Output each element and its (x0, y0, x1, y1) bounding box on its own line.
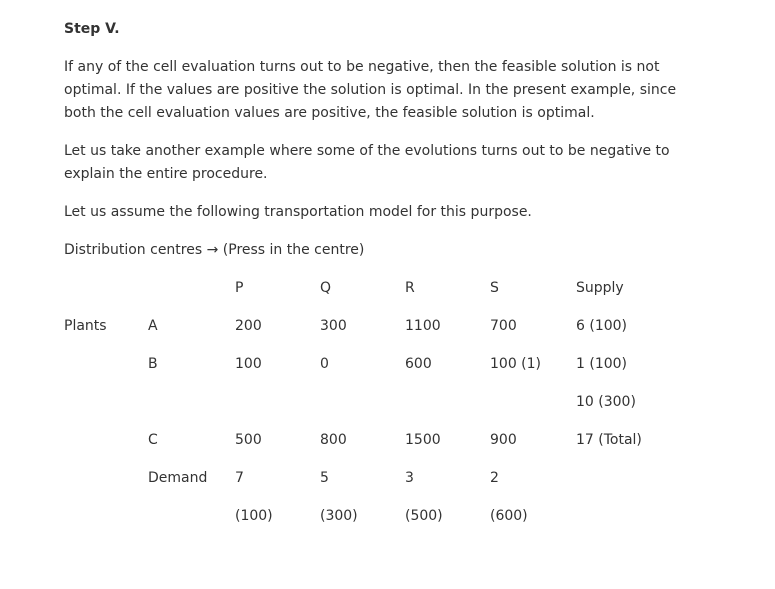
column-header-s: S (490, 280, 499, 296)
column-header-r: R (405, 280, 415, 296)
cell-c-p: 500 (235, 432, 262, 448)
paragraph-another-example: Let us take another example where some of the evolutions turns out to be negative to explain the entire procedure. (64, 143, 670, 182)
demand-r: 3 (405, 470, 414, 486)
demand-cost-p: (100) (235, 508, 273, 524)
cell-a-supply: 6 (100) (576, 318, 628, 334)
cell-c-q: 800 (320, 432, 347, 448)
demand-label: Demand (148, 470, 208, 486)
column-header-supply: Supply (576, 280, 624, 296)
paragraph-distribution-centres: Distribution centres → (Press in the centre) (64, 242, 365, 258)
cell-a-p: 200 (235, 318, 262, 334)
cell-a-s: 700 (490, 318, 517, 334)
cell-a-r: 1100 (405, 318, 441, 334)
row-label-b: B (148, 356, 158, 372)
paragraph-optimality: If any of the cell evaluation turns out to be negative, then the feasible solution is not optimal. If the values are positive the solution is optimal. In the present example, since both the cell evaluation values are positive, the feasible solution is optimal. (64, 59, 677, 121)
cell-a-q: 300 (320, 318, 347, 334)
row-label-c: C (148, 432, 158, 448)
plants-label: Plants (64, 318, 107, 334)
row-label-a: A (148, 318, 158, 334)
cell-b-q: 0 (320, 356, 329, 372)
demand-p: 7 (235, 470, 244, 486)
cell-c-r: 1500 (405, 432, 441, 448)
cell-b-r: 600 (405, 356, 432, 372)
demand-s: 2 (490, 470, 499, 486)
column-header-q: Q (320, 280, 332, 296)
demand-q: 5 (320, 470, 329, 486)
step-heading: Step V. (64, 21, 120, 37)
demand-cost-q: (300) (320, 508, 358, 524)
cell-b-p: 100 (235, 356, 262, 372)
cell-b-s: 100 (1) (490, 356, 542, 372)
cell-c-s: 900 (490, 432, 517, 448)
column-header-p: P (235, 280, 244, 296)
demand-cost-r: (500) (405, 508, 443, 524)
paragraph-assume-model: Let us assume the following transportation model for this purpose. (64, 204, 532, 220)
cell-b-supply: 1 (100) (576, 356, 628, 372)
cell-c-supply: 17 (Total) (576, 432, 642, 448)
demand-cost-s: (600) (490, 508, 528, 524)
cell-extra-supply: 10 (300) (576, 394, 636, 410)
